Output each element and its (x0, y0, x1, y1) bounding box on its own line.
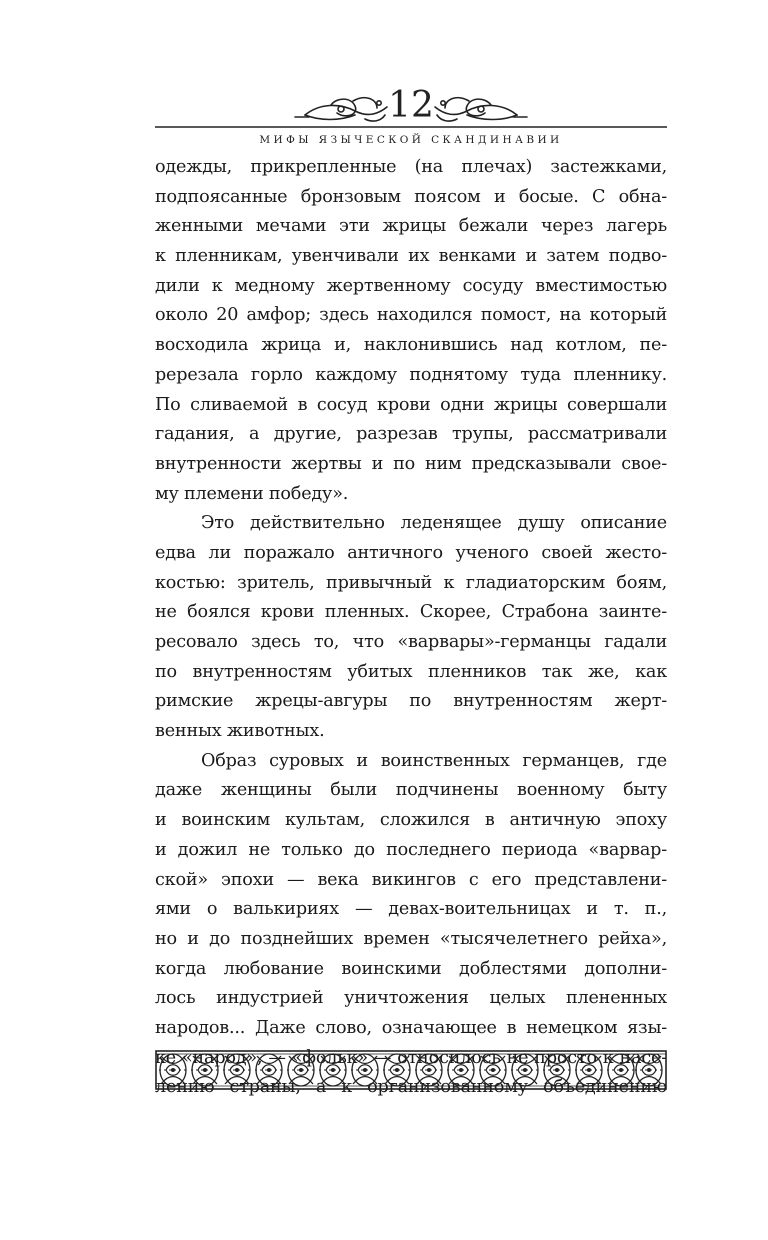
text-line: народов... Даже слово, означающее в немецком язы- (155, 1017, 667, 1038)
text-line: даже женщины были подчинены военному быту (155, 780, 667, 801)
text-line: По сливаемой в сосуд крови одни жрицы совершали (155, 394, 667, 415)
text-line: гадания, а другие, разрезав трупы, рассматривали (155, 424, 667, 445)
text-line: ке «народ», — «фольк» — относилось не просто к насе- (155, 1047, 667, 1068)
text-line: венных животных. (155, 721, 325, 742)
text-line: Это действительно леденящее душу описание (201, 513, 667, 534)
text-line: лению страны, а к организованному объединению (155, 1077, 667, 1098)
text-line: внутренности жертвы и по ним предсказывали свое- (155, 453, 667, 474)
text-line: но и до позднейших времен «тысячелетнего рейха», (155, 928, 667, 949)
text-line: дили к медному жертвенному сосуду вместимостью (155, 275, 667, 296)
text-line: по внутренностям убитых пленников так же, как (155, 661, 667, 682)
page-number: 12 (388, 85, 434, 126)
text-line: к пленникам, увенчивали их венками и затем подво- (155, 246, 667, 267)
text-line: римские жрецы-авгуры по внутренностям жерт- (155, 691, 667, 712)
page-header (155, 84, 667, 154)
text-line: одежды, прикрепленные (на плечах) застежками, (155, 157, 667, 177)
text-line: му племени победу». (155, 483, 349, 504)
text-line: Образ суровых и воинственных германцев, где (201, 750, 667, 771)
text-line: ресовало здесь то, что «варвары»-германцы гадали (155, 632, 667, 652)
text-line: когда любование воинскими доблестями дополни- (155, 958, 667, 979)
text-line: едва ли поражало античного ученого своей жесто- (155, 542, 667, 563)
body-text (155, 153, 667, 1103)
text-line: восходила жрица и, наклонившись над котлом, пе- (155, 335, 667, 356)
text-line: подпоясанные бронзовым поясом и босые. С обна- (155, 186, 667, 207)
text-line: ререзала горло каждому поднятому туда пленнику. (155, 364, 667, 385)
text-line: лось индустрией уничтожения целых плененных (155, 988, 667, 1009)
knotwork-border-ornament-icon (155, 1048, 667, 1092)
text-line: женными мечами эти жрицы бежали через лагерь (155, 216, 667, 237)
running-title: МИФЫ ЯЗЫЧЕСКОЙ СКАНДИНАВИИ (259, 134, 563, 146)
text-line: и воинским культам, сложился в античную эпоху (155, 810, 667, 831)
text-line: и дожил не только до последнего периода «варвар- (155, 839, 667, 860)
text-line: ями о валькириях — девах-воительницах и т. п., (155, 899, 667, 920)
text-line: костью: зритель, привычный к гладиаторским боям, (155, 572, 667, 593)
text-line: ской» эпохи — века викингов с его представлени- (155, 869, 667, 890)
text-line: не боялся крови пленных. Скорее, Страбона заинте- (155, 602, 667, 623)
text-line: около 20 амфор; здесь находился помост, на который (155, 305, 667, 326)
